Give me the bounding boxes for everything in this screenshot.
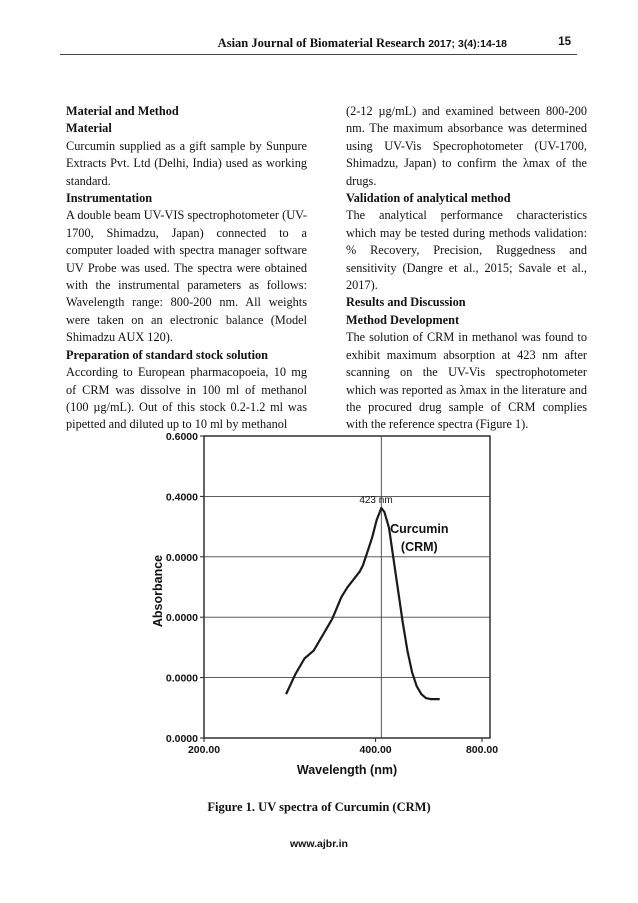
footer-url: www.ajbr.in [290, 838, 348, 850]
y-axis-label: Absorbance [151, 554, 165, 628]
y-tick-label: 0.6000 [165, 431, 198, 443]
section-heading-material-method: Material and Method [66, 104, 179, 118]
x-tick-label: 200.00 [187, 744, 221, 756]
subheading-preparation: Preparation of standard stock solution [66, 347, 269, 362]
paragraph-method-development: The solution of CRM in methanol was found to exhibit maximum absorption at 423 nm after scanning on the UV-Vis spectrophotometer which was reported as λmax in the literature and the procured drug sample of CRM complies with the reference spectra (Figure 1). [346, 330, 587, 432]
y-tick-label: 0.4000 [165, 491, 198, 504]
paragraph-continued: (2-12 µg/mL) and examined between 800-200 nm. The maximum absorbance was determined using UV-Vis Specrophotometer (UV-1700, Shimadzu, Japan) to confirm the λmax of the drugs. [346, 104, 587, 188]
paragraph-material: Curcumin supplied as a gift sample by Sunpure Extracts Pvt. Ltd (Delhi, India) used as working standard. [66, 138, 307, 188]
journal-issue: 2017; 3(4):14-18 [428, 38, 507, 50]
series-label-line2: (CRM) [400, 540, 438, 554]
subheading-instrumentation: Instrumentation [66, 191, 153, 206]
right-column [346, 103, 587, 434]
page-number: 15 [558, 36, 571, 48]
left-column [66, 103, 307, 434]
journal-title: Asian Journal of Biomaterial Research 2017; 3(4):14-18 [217, 36, 507, 50]
y-tick-label: 0.0000 [165, 733, 198, 745]
subheading-validation: Validation of analytical method [346, 191, 511, 206]
y-tick-label: 0.0000 [165, 672, 198, 685]
figure-uv-spectrum [150, 428, 500, 780]
series-label-line1: Curcumin [390, 522, 449, 536]
paragraph-instrumentation: A double beam UV-VIS spectrophotometer (UV-1700, Shimadzu, Japan) connected to a computer loaded with spectra manager software UV Probe was used. The spectra were obtained with the instrumental parameters as follows: Wavelength range: 800-200 nm. All weights were taken on an electronic balance (Model Shimadzu AUX 120). [66, 208, 307, 345]
section-heading-results: Results and Discussion [346, 295, 466, 310]
running-header [60, 36, 577, 55]
y-tick-label: 0.0000 [165, 551, 198, 564]
x-axis-label: Wavelength (nm) [296, 763, 398, 777]
peak-annotation: 423 nm [359, 495, 393, 506]
y-tick-label: 0.0000 [165, 612, 198, 625]
uv-spectrum-chart [150, 428, 500, 780]
subheading-material: Material [66, 121, 112, 136]
series-line-curcumin [286, 508, 440, 699]
subheading-method-development: Method Development [346, 312, 460, 327]
figure-caption: Figure 1. UV spectra of Curcumin (CRM) [207, 800, 431, 814]
x-tick-label: 400.00 [359, 744, 392, 756]
paragraph-preparation: According to European pharmacopoeia, 10 mg of CRM was dissolve in 100 ml of methanol (100 µg/mL). Out of this stock 0.2-1.2 ml was pipetted and diluted up to 10 ml by methanol [66, 365, 307, 432]
paragraph-validation: The analytical performance characteristics which may be tested during methods validation: % Recovery, Precision, Ruggedness and sensitivity (Dangre et al., 2015; Savale et al., 2017). [346, 208, 587, 293]
x-tick-label: 800.00 [465, 744, 499, 756]
